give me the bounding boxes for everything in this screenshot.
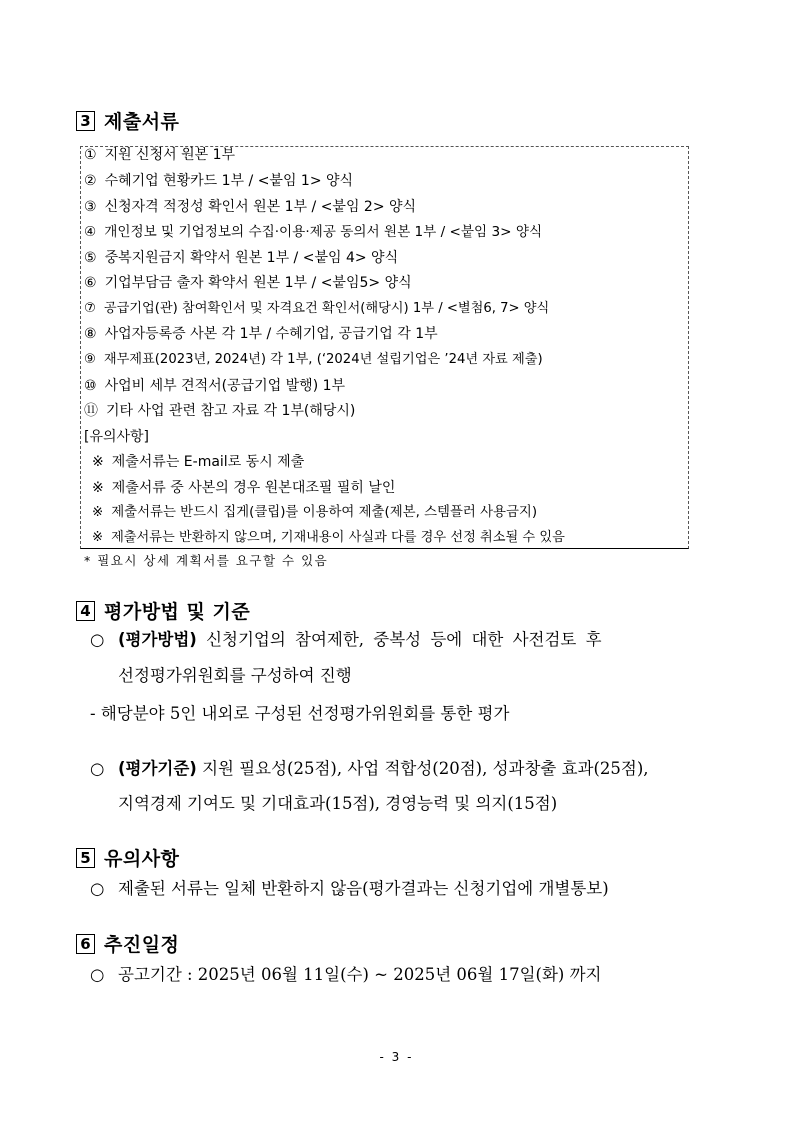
evaluation-criteria-cont: 지역경제 기여도 및 기대효과(15점), 경영능력 및 의지(15점) (118, 794, 558, 813)
bullet: ○ (90, 759, 105, 778)
list-item (84, 350, 543, 370)
section-title: 제출서류 (104, 111, 180, 133)
footnote: * 필요시 상세 계획서를 요구할 수 있음 (84, 553, 329, 568)
section-number: 6 (76, 934, 95, 954)
section-number: 4 (76, 601, 95, 621)
note-mark: ※ (92, 505, 104, 520)
item-text: 기업부담금 출자 확약서 원본 1부 / <붙임5> 양식 (104, 275, 412, 291)
note-mark: ※ (92, 530, 104, 545)
item-mark: ① (84, 147, 97, 163)
list-item (84, 145, 235, 165)
evaluation-criteria (90, 757, 649, 781)
section-4-header (76, 597, 250, 624)
item-mark: ⑤ (84, 250, 97, 266)
item-mark: ⑩ (84, 378, 97, 394)
list-item (84, 222, 542, 242)
list-item (84, 273, 412, 293)
item-mark: ⑪ (84, 403, 98, 419)
schedule-text: 공고기간 : 2025년 06월 11일(수) ~ 2025년 06월 17일(화) 까지 (118, 965, 602, 984)
list-item (84, 401, 355, 421)
item-text: 재무제표(2023년, 2024년) 각 1부, (‘2024년 설립기업은 ’24년 자료 제출) (103, 352, 543, 367)
item-text: 신청자격 적정성 확인서 원본 1부 / <붙임 2> 양식 (104, 199, 417, 215)
note-text: 제출서류는 반드시 집게(클립)를 이용하여 제출(제본, 스템플러 사용금지) (111, 505, 538, 520)
method-label: (평가방법) (118, 630, 197, 649)
evaluation-method-sub: - 해당분야 5인 내외로 구성된 선정평가위원회를 통한 평가 (90, 704, 510, 723)
notes-label: [유의사항] (84, 429, 150, 445)
note-text: 제출서류 중 사본의 경우 원본대조필 필히 날인 (111, 480, 396, 496)
list-item (84, 197, 416, 217)
section-title: 평가방법 및 기준 (104, 601, 251, 623)
note-item (92, 528, 565, 548)
item-mark: ② (84, 173, 97, 189)
criteria-text: 지원 필요성(25점), 사업 적합성(20점), 성과창출 효과(25점), (202, 759, 649, 778)
caution-item (90, 877, 609, 901)
page-number: - 3 - (379, 1050, 414, 1064)
item-text: 지원 신청서 원본 1부 (104, 147, 236, 163)
note-item (92, 503, 537, 523)
bullet: ○ (90, 965, 105, 984)
schedule-item (90, 963, 601, 987)
section-title: 추진일정 (104, 934, 180, 956)
note-text: 제출서류는 E-mail로 동시 제출 (111, 454, 305, 470)
item-mark: ⑨ (84, 352, 96, 367)
item-mark: ③ (84, 199, 97, 215)
note-mark: ※ (92, 480, 104, 496)
item-text: 사업자등록증 사본 각 1부 / 수혜기업, 공급기업 각 1부 (104, 326, 438, 342)
evaluation-method (90, 628, 602, 652)
note-mark: ※ (92, 454, 104, 470)
criteria-label: (평가기준) (118, 759, 197, 778)
item-mark: ⑥ (84, 275, 97, 291)
item-mark: ④ (84, 224, 97, 240)
section-5-header (76, 844, 179, 871)
method-text: 신청기업의 참여제한, 중복성 등에 대한 사전검토 후 (206, 630, 602, 649)
note-item (92, 478, 395, 498)
item-text: 중복지원금지 확약서 원본 1부 / <붙임 4> 양식 (104, 250, 399, 266)
section-number: 5 (76, 848, 95, 868)
list-item (84, 376, 345, 396)
item-text: 사업비 세부 견적서(공급기업 발행) 1부 (104, 378, 346, 394)
item-mark: ⑧ (84, 326, 97, 342)
item-text: 기타 사업 관련 참고 자료 각 1부(해당시) (106, 403, 356, 419)
section-number: 3 (76, 111, 95, 131)
note-item (92, 452, 304, 472)
item-text: 공급기업(관) 참여확인서 및 자격요건 확인서(해당시) 1부 / <별첨6, 7> 양식 (103, 301, 550, 316)
list-item (84, 171, 353, 191)
section-6-header (76, 930, 179, 957)
list-item (84, 248, 398, 268)
list-item (84, 299, 549, 319)
item-text: 개인정보 및 기업정보의 수집·이용·제공 동의서 원본 1부 / <붙임 3> 양식 (104, 224, 543, 240)
section-3-header (76, 107, 179, 134)
item-text: 수혜기업 현황카드 1부 / <붙임 1> 양식 (104, 173, 354, 189)
list-item (84, 324, 438, 344)
caution-text: 제출된 서류는 일체 반환하지 않음(평가결과는 신청기업에 개별통보) (118, 879, 609, 898)
bullet: ○ (90, 879, 105, 898)
evaluation-method-cont: 선정평가위원회를 구성하여 진행 (118, 666, 352, 685)
note-text: 제출서류는 반환하지 않으며, 기재내용이 사실과 다를 경우 선정 취소될 수 있음 (111, 530, 565, 545)
item-mark: ⑦ (84, 301, 96, 316)
bullet: ○ (90, 630, 105, 649)
section-title: 유의사항 (104, 848, 180, 870)
